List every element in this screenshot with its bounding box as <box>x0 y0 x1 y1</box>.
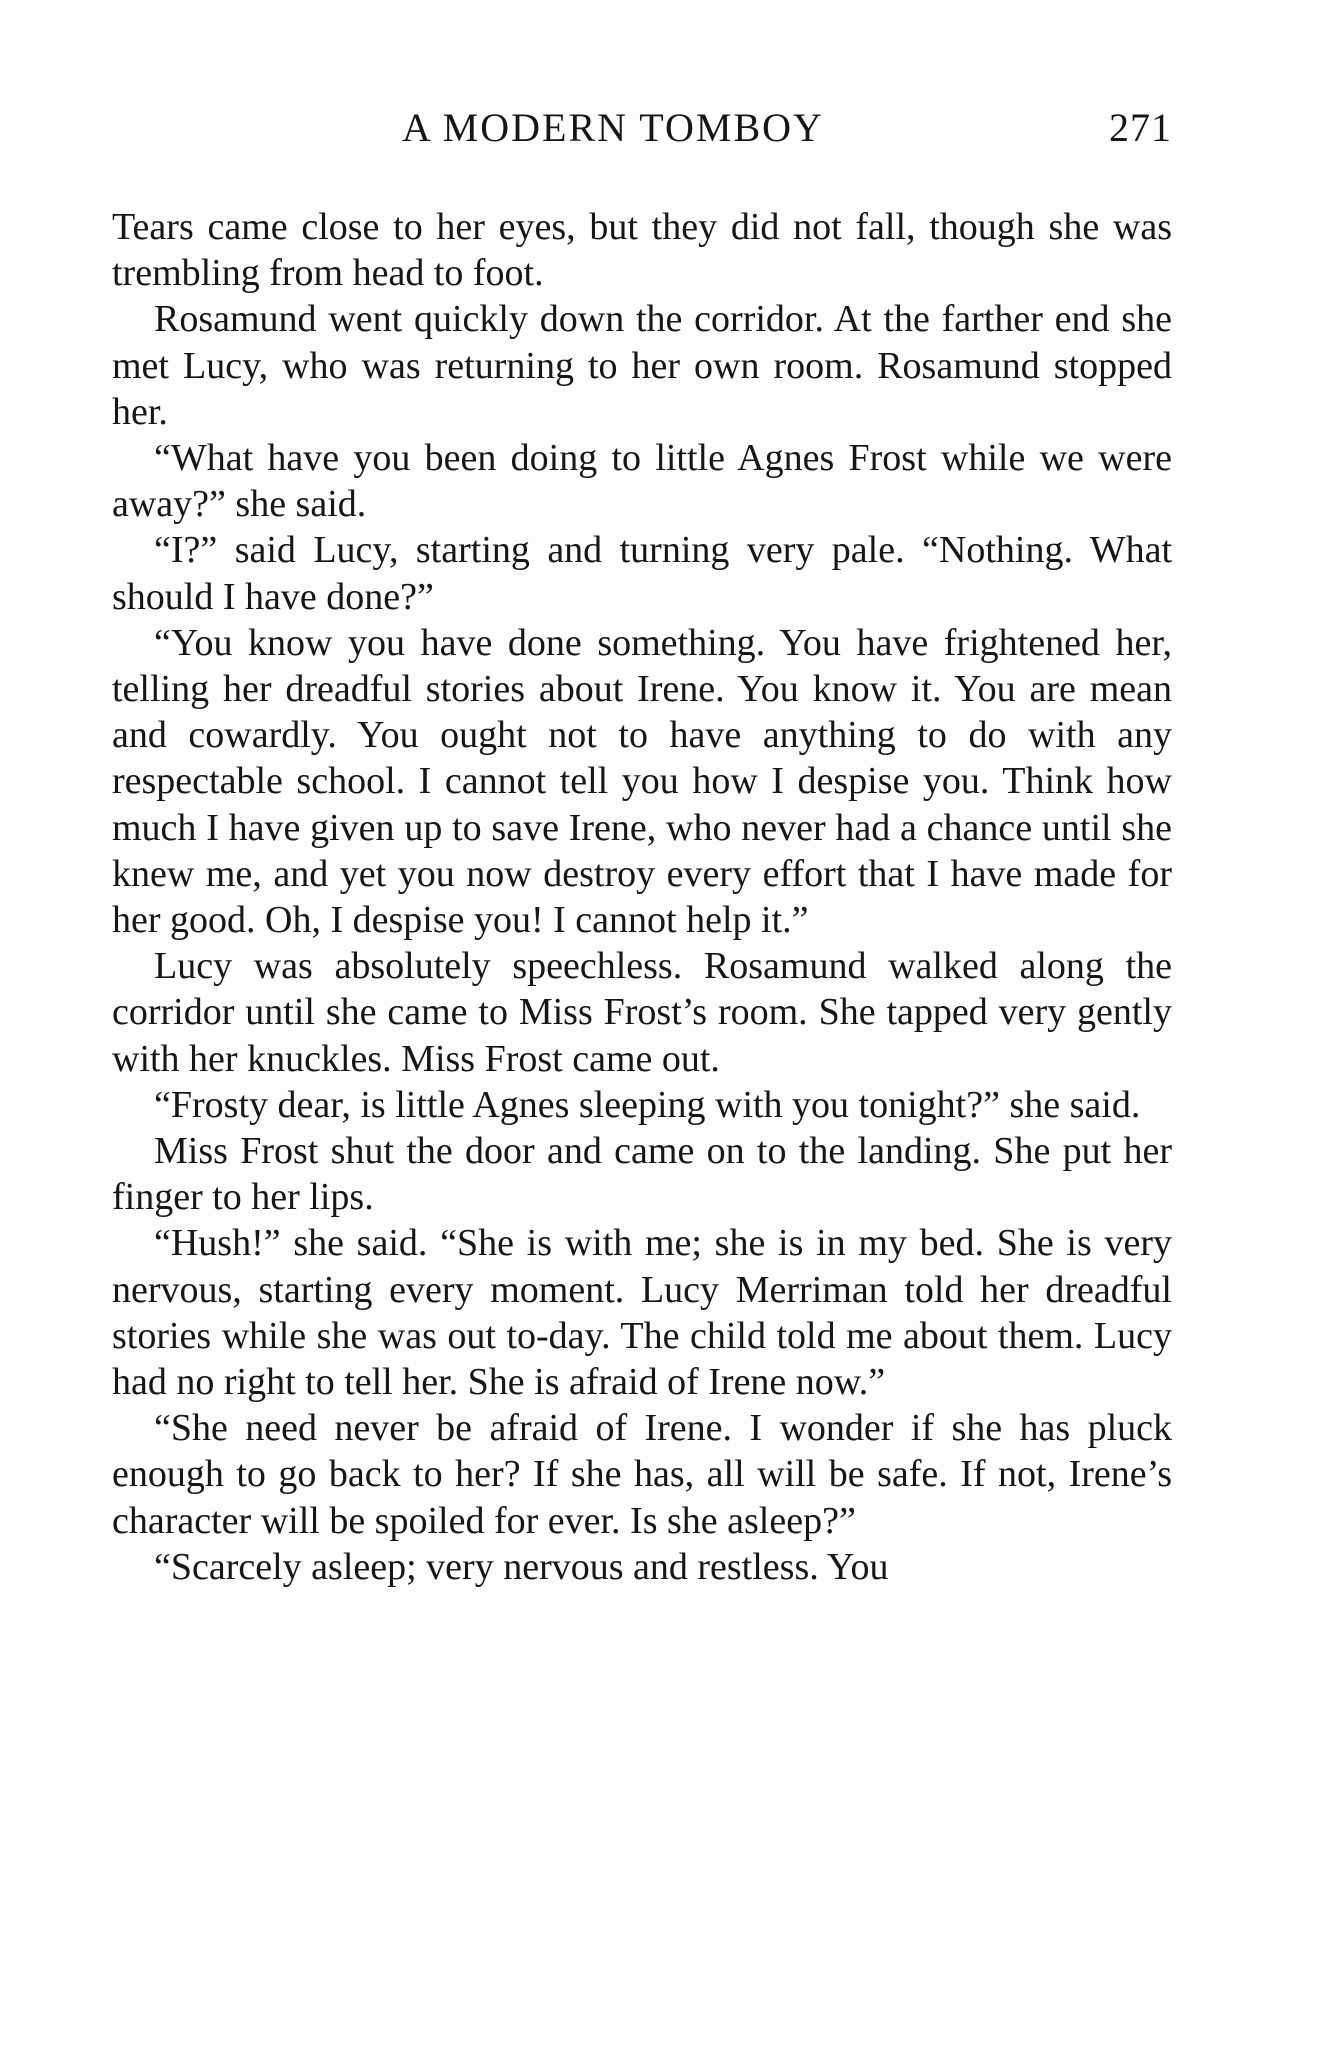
paragraph: Rosamund went quickly down the corridor. At the farther end she met Lucy, who was returning to her own room. Rosamund stopped her. <box>112 298 1172 433</box>
paragraph: Tears came close to her eyes, but they did not fall, though she was trembling from head to foot. <box>112 206 1172 295</box>
paragraph: Miss Frost shut the door and came on to the landing. She put her finger to her lips. <box>112 1130 1172 1219</box>
paragraph: “I?” said Lucy, starting and turning very pale. “Nothing. What should I have done?” <box>112 529 1172 618</box>
running-head <box>112 104 1172 164</box>
page-number: 271 <box>1109 105 1172 150</box>
paragraph: “Hush!” she said. “She is with me; she is in my bed. She is very nervous, starting every moment. Lucy Merriman told her dreadful stories while she was out to-day. The child told me about them. Lucy had no right to tell her. She is afraid of Irene now.” <box>112 1222 1172 1404</box>
paragraph: “What have you been doing to little Agnes Frost while we were away?” she said. <box>112 437 1172 526</box>
paragraph: “Frosty dear, is little Agnes sleeping with you tonight?” she said. <box>154 1083 1141 1126</box>
running-title: A MODERN TOMBOY <box>402 105 824 150</box>
body-text <box>112 204 1172 1590</box>
paragraph: Lucy was absolutely speechless. Rosamund walked along the corridor until she came to Miss Frost’s room. She tapped very gently with her knuckles. Miss Frost came out. <box>112 945 1172 1080</box>
paragraph: “Scarcely asleep; very nervous and restless. You <box>154 1545 889 1588</box>
paragraph: “She need never be afraid of Irene. I wonder if she has pluck enough to go back to her? If she has, all will be safe. If not, Irene’s character will be spoiled for ever. Is she asleep?” <box>112 1407 1172 1542</box>
paragraph: “You know you have done something. You have frightened her, telling her dreadful stories about Irene. You know it. You are mean and cowardly. You ought not to have anything to do with any respectable school. I cannot tell you how I despise you. Think how much I have given up to save Irene, who never had a chance until she knew me, and yet you now destroy every effort that I have made for her good. Oh, I despise you! I cannot help it.” <box>112 621 1172 942</box>
